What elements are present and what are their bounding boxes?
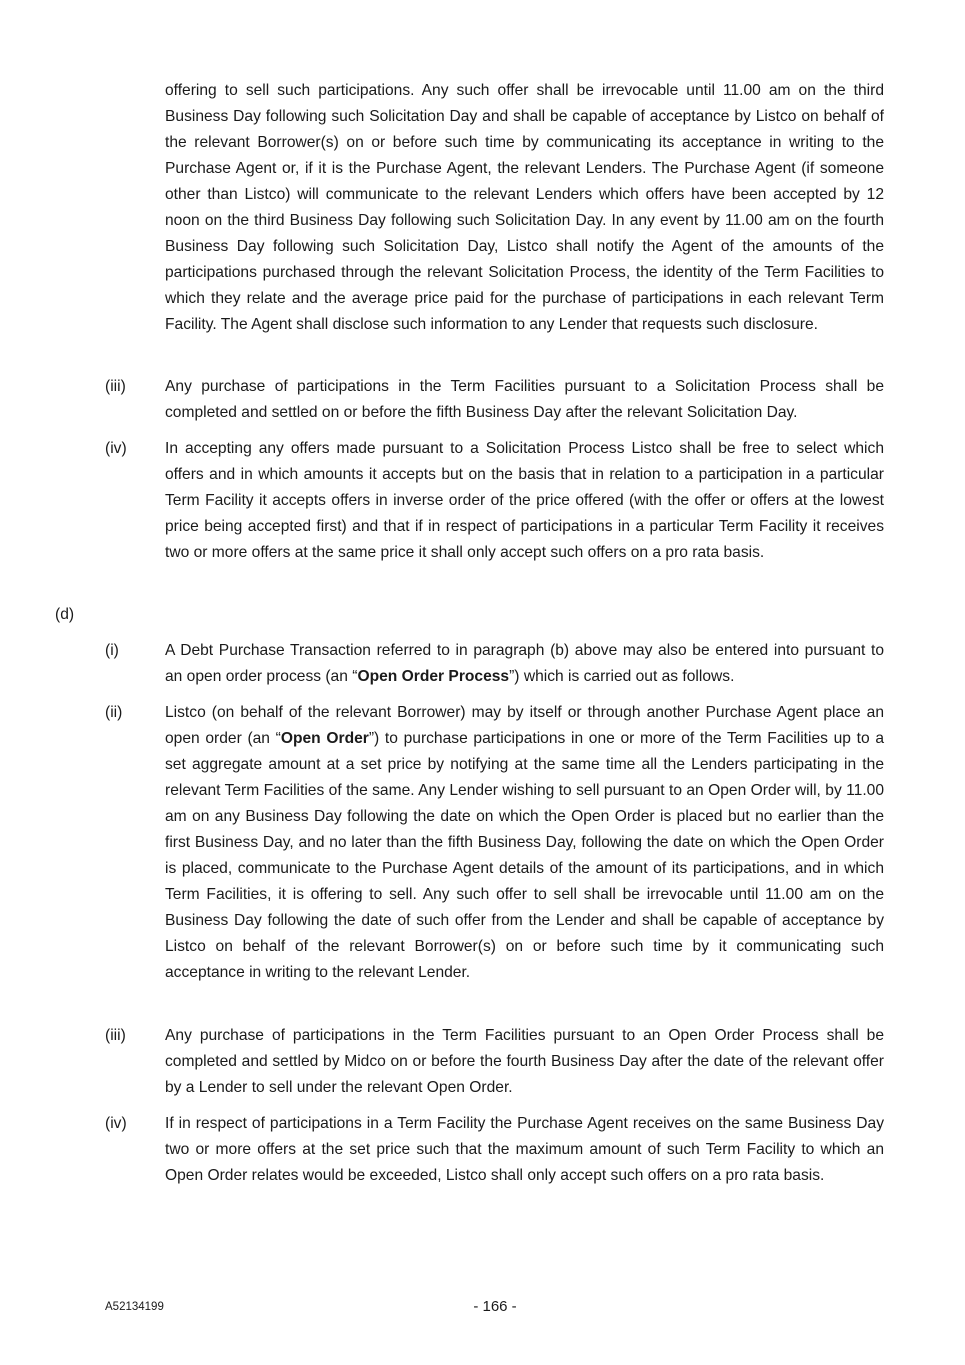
item-text: If in respect of participations in a Term Facility the Purchase Agent receives on the same Business Day two or more offers at the set price such that the maximum amount of such Term Facility to which an Open Order relates would be exceeded, Listco shall only accept such offers on a pro rata basis.: [165, 1115, 884, 1184]
item-number: (iv): [105, 440, 127, 457]
document-reference: A52134199: [105, 1301, 164, 1313]
section-number: (d): [55, 606, 75, 623]
item-text: Listco (on behalf of the relevant Borrower) may by itself or through another Purchase Agent place an open order (an “Open Order”) to purchase participations in one or more of the Term Facilities up to a set aggregate amount at a set price by notifying at the same time all the Lenders participating in the relevant Term Facilities of the same. Any Lender wishing to sell pursuant to an Open Order will, by 11.00 am on any Business Day following the date on which the Open Order is placed but no earlier than the first Business Day, and no later than the fifth Business Day, following the date on which the Open Order is placed, communicate to the Purchase Agent details of the amount of its participations, and in which Term Facilities, it is offering to sell. Any such offer to sell shall be irrevocable until 11.00 am on the Business Day following the date of such offer from the Lender and shall be capable of acceptance by Listco on behalf of the relevant Borrower(s) on or before such time by it communicating such acceptance in writing to the relevant Lender.: [165, 704, 884, 981]
defined-term: Open Order Process: [357, 668, 510, 685]
item-number: (ii): [105, 704, 123, 721]
item-number: (iii): [105, 1027, 126, 1044]
item-number: (iv): [105, 1115, 127, 1132]
item-text: In accepting any offers made pursuant to a Solicitation Process Listco shall be free to select which offers and in which amounts it accepts but on the basis that in relation to a participation in a particular Term Facility it accepts offers in inverse order of the price offered (with the offer or offers at the lowest price being accepted first) and that if in respect of participations in a particular Term Facility it receives two or more offers at the same price it shall only accept such offers on a pro rata basis.: [165, 440, 884, 561]
item-text: Any purchase of participations in the Term Facilities pursuant to a Solicitation Process shall be completed and settled on or before the fifth Business Day after the relevant Solicitation Day.: [165, 378, 884, 421]
continuation-paragraph: offering to sell such participations. Any such offer shall be irrevocable until 11.00 am on the third Business Day following such Solicitation Day and shall be capable of acceptance by Listco on behalf of the relevant Borrower(s) on or before such time by communicating its acceptance in writing to the Purchase Agent or, if it is the Purchase Agent, the relevant Lenders. The Purchase Agent (if someone other than Listco) will communicate to the relevant Lenders which offers have been accepted by 12 noon on the third Business Day following such Solicitation Day. In any event by 11.00 am on the fourth Business Day following such Solicitation Day, Listco shall notify the Agent of the amounts of the participations purchased through the relevant Solicitation Process, the identity of the Term Facilities to which they relate and the average price paid for the purchase of participations in each relevant Term Facility. The Agent shall disclose such information to any Lender that requests such disclosure.: [165, 82, 884, 333]
page-number: - 166 -: [473, 1298, 517, 1315]
item-text: A Debt Purchase Transaction referred to in paragraph (b) above may also be entered into pursuant to an open order process (an “Open Order Process”) which is carried out as follows.: [165, 642, 884, 685]
item-number: (iii): [105, 378, 126, 395]
item-text: Any purchase of participations in the Term Facilities pursuant to an Open Order Process shall be completed and settled by Midco on or before the fourth Business Day after the date of the relevant offer by a Lender to sell under the relevant Open Order.: [165, 1027, 884, 1096]
defined-term: Open Order: [280, 730, 369, 747]
item-number: (i): [105, 642, 119, 659]
